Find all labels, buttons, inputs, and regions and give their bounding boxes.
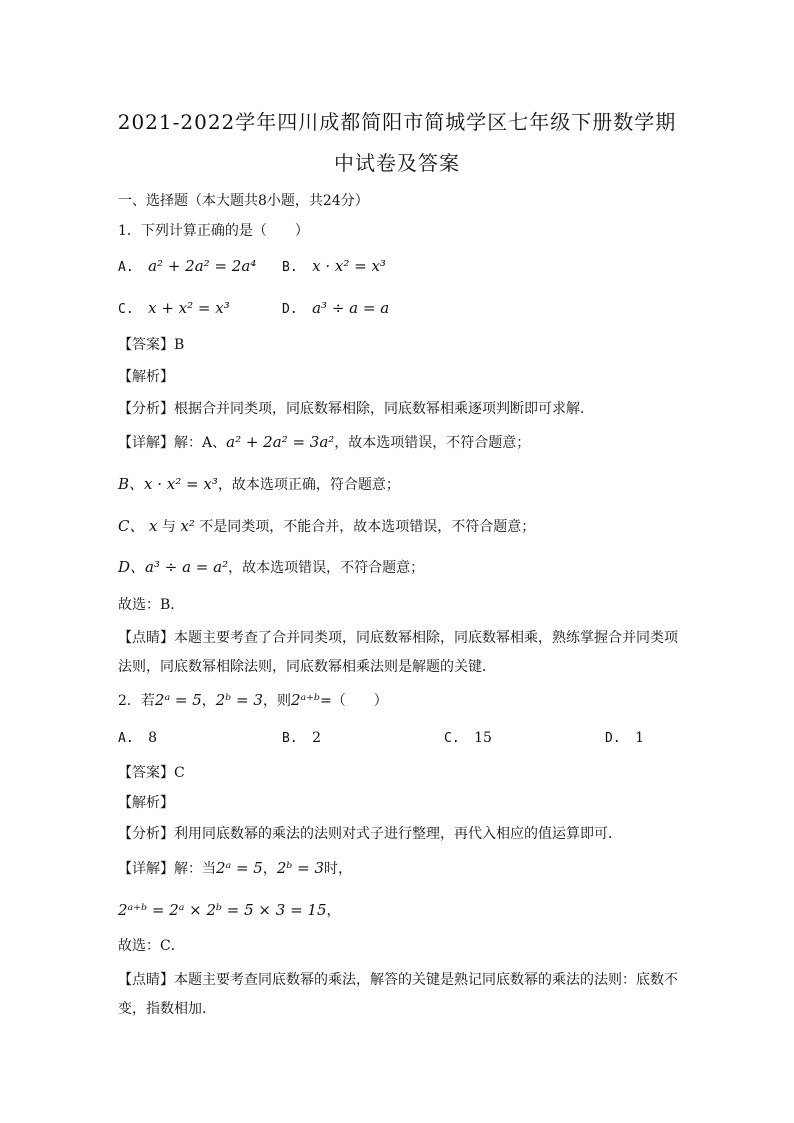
section-heading: 一、选择题（本大题共8小题，共24分） (118, 193, 369, 209)
q2-option-a-label: A. (118, 731, 134, 746)
q2-option-a-value: 8 (148, 730, 158, 746)
q1-detail-c-mid: 与 (161, 519, 176, 535)
q2-detail-expr1: 2ᵃ = 5 (216, 859, 263, 877)
q1-detail-a-text: ，故本选项错误，不符合题意； (334, 435, 531, 451)
q2-dianjing-line-1: 【点睛】本题主要考查同底数幂的乘法，解答的关键是熟记同底数幂的乘法的法则：底数不 (118, 972, 678, 988)
q1-fenxi: 【分析】根据合并同类项，同底数幂相除，同底数幂相乘逐项判断即可求解． (118, 401, 594, 417)
q2-stem-expr3: 2ᵃ⁺ᵇ (290, 691, 321, 709)
q1-detail-b-prefix: B、 (118, 475, 145, 493)
q2-option-d-label: D. (605, 731, 621, 746)
q1-detail-d (118, 556, 424, 577)
q1-detail-b (118, 473, 400, 494)
q2-stem-suffix: =（ ） (320, 693, 388, 709)
q2-detail-suffix: 时， (324, 861, 353, 877)
q1-option-b (282, 257, 386, 275)
q1-detail-c (118, 515, 535, 536)
q1-option-d-expr: a³ ÷ a = a (312, 299, 390, 317)
q2-option-b-value: 2 (312, 730, 322, 746)
q1-dianjing-line-1: 【点睛】本题主要考查了合并同类项，同底数幂相除，同底数幂相乘，熟练掌握合并同类项 (118, 630, 678, 646)
q1-detail-c-expr2: x² (180, 517, 195, 535)
q2-stem-sep: ， (201, 693, 216, 709)
q1-stem: 1．下列计算正确的是（ ） (118, 223, 309, 239)
q2-stem-expr2: 2ᵇ = 3 (215, 691, 263, 709)
q1-detail-d-text: ，故本选项错误，不符合题意； (228, 560, 425, 576)
q2-stem-prefix: 2．若 (118, 693, 155, 709)
q2-option-d-value: 1 (635, 730, 645, 746)
q1-detail-a-prefix: 【详解】解：A、 (118, 435, 227, 451)
q2-dianjing-line-2: 变，指数相加． (118, 1001, 216, 1017)
q2-answer: 【答案】C (118, 765, 185, 781)
q1-detail-b-text: ，故本选项正确，符合题意； (217, 477, 400, 493)
q1-detail-c-prefix: C、 (118, 517, 145, 535)
q2-detail-prefix: 【详解】解：当 (118, 861, 216, 877)
q1-dianjing-line-2: 法则，同底数幂相除法则，同底数幂相乘法则是解题的关键． (118, 659, 496, 675)
q1-option-c (118, 299, 230, 317)
q1-option-b-label: B. (282, 260, 298, 275)
q1-detail-d-prefix: D、 (118, 558, 146, 576)
q2-choice: 故选：C． (118, 938, 185, 954)
q2-detail-expr2: 2ᵇ = 3 (276, 859, 325, 877)
q2-stem-mid: ，则 (262, 693, 291, 709)
q1-option-c-label: C. (118, 302, 134, 317)
q1-option-c-expr: x + x² = x³ (148, 299, 230, 317)
q2-stem (118, 690, 388, 710)
q2-detail-sep: ， (262, 861, 277, 877)
q2-option-b (282, 730, 321, 746)
q2-option-c (444, 730, 492, 746)
q1-analysis-heading: 【解析】 (118, 369, 174, 385)
q1-choice: 故选：B． (118, 597, 185, 613)
q1-option-a-label: A. (118, 260, 134, 275)
q1-detail-c-text: 不是同类项，不能合并，故本选项错误，不符合题意； (199, 519, 536, 535)
q1-option-d-label: D. (282, 302, 298, 317)
q2-detail (118, 858, 352, 878)
doc-title-line-1: 2021-2022学年四川成都简阳市简城学区七年级下册数学期 (117, 110, 677, 134)
q2-fenxi: 【分析】利用同底数幂的乘法的法则对式子进行整理，再代入相应的值运算即可． (118, 826, 622, 842)
q1-detail-a (118, 432, 530, 452)
q2-option-c-value: 15 (474, 730, 492, 746)
q1-option-a (118, 257, 256, 275)
q1-detail-b-expr: x · x² = x³ (144, 475, 218, 493)
q1-detail-a-expr: a² + 2a² = 3a² (226, 433, 335, 451)
q2-option-c-label: C. (444, 731, 460, 746)
q2-calc-suffix: ， (326, 903, 341, 919)
q1-option-a-expr: a² + 2a² = 2a⁴ (148, 257, 257, 275)
q2-option-d (605, 730, 644, 746)
q1-detail-d-expr: a³ ÷ a = a² (145, 558, 229, 576)
q2-calc-expr: 2ᵃ⁺ᵇ = 2ᵃ × 2ᵇ = 5 × 3 = 15 (118, 901, 327, 919)
q1-answer: 【答案】B (118, 337, 185, 353)
q1-option-d (282, 299, 389, 317)
q2-stem-expr1: 2ᵃ = 5 (154, 691, 202, 709)
q1-detail-c-expr1: x (148, 517, 158, 535)
q2-option-a (118, 730, 157, 746)
q1-option-b-expr: x · x² = x³ (312, 257, 386, 275)
q2-calc (118, 900, 341, 920)
q2-analysis-heading: 【解析】 (118, 795, 174, 811)
doc-title-line-2: 中试卷及答案 (334, 151, 460, 175)
q2-option-b-label: B. (282, 731, 298, 746)
